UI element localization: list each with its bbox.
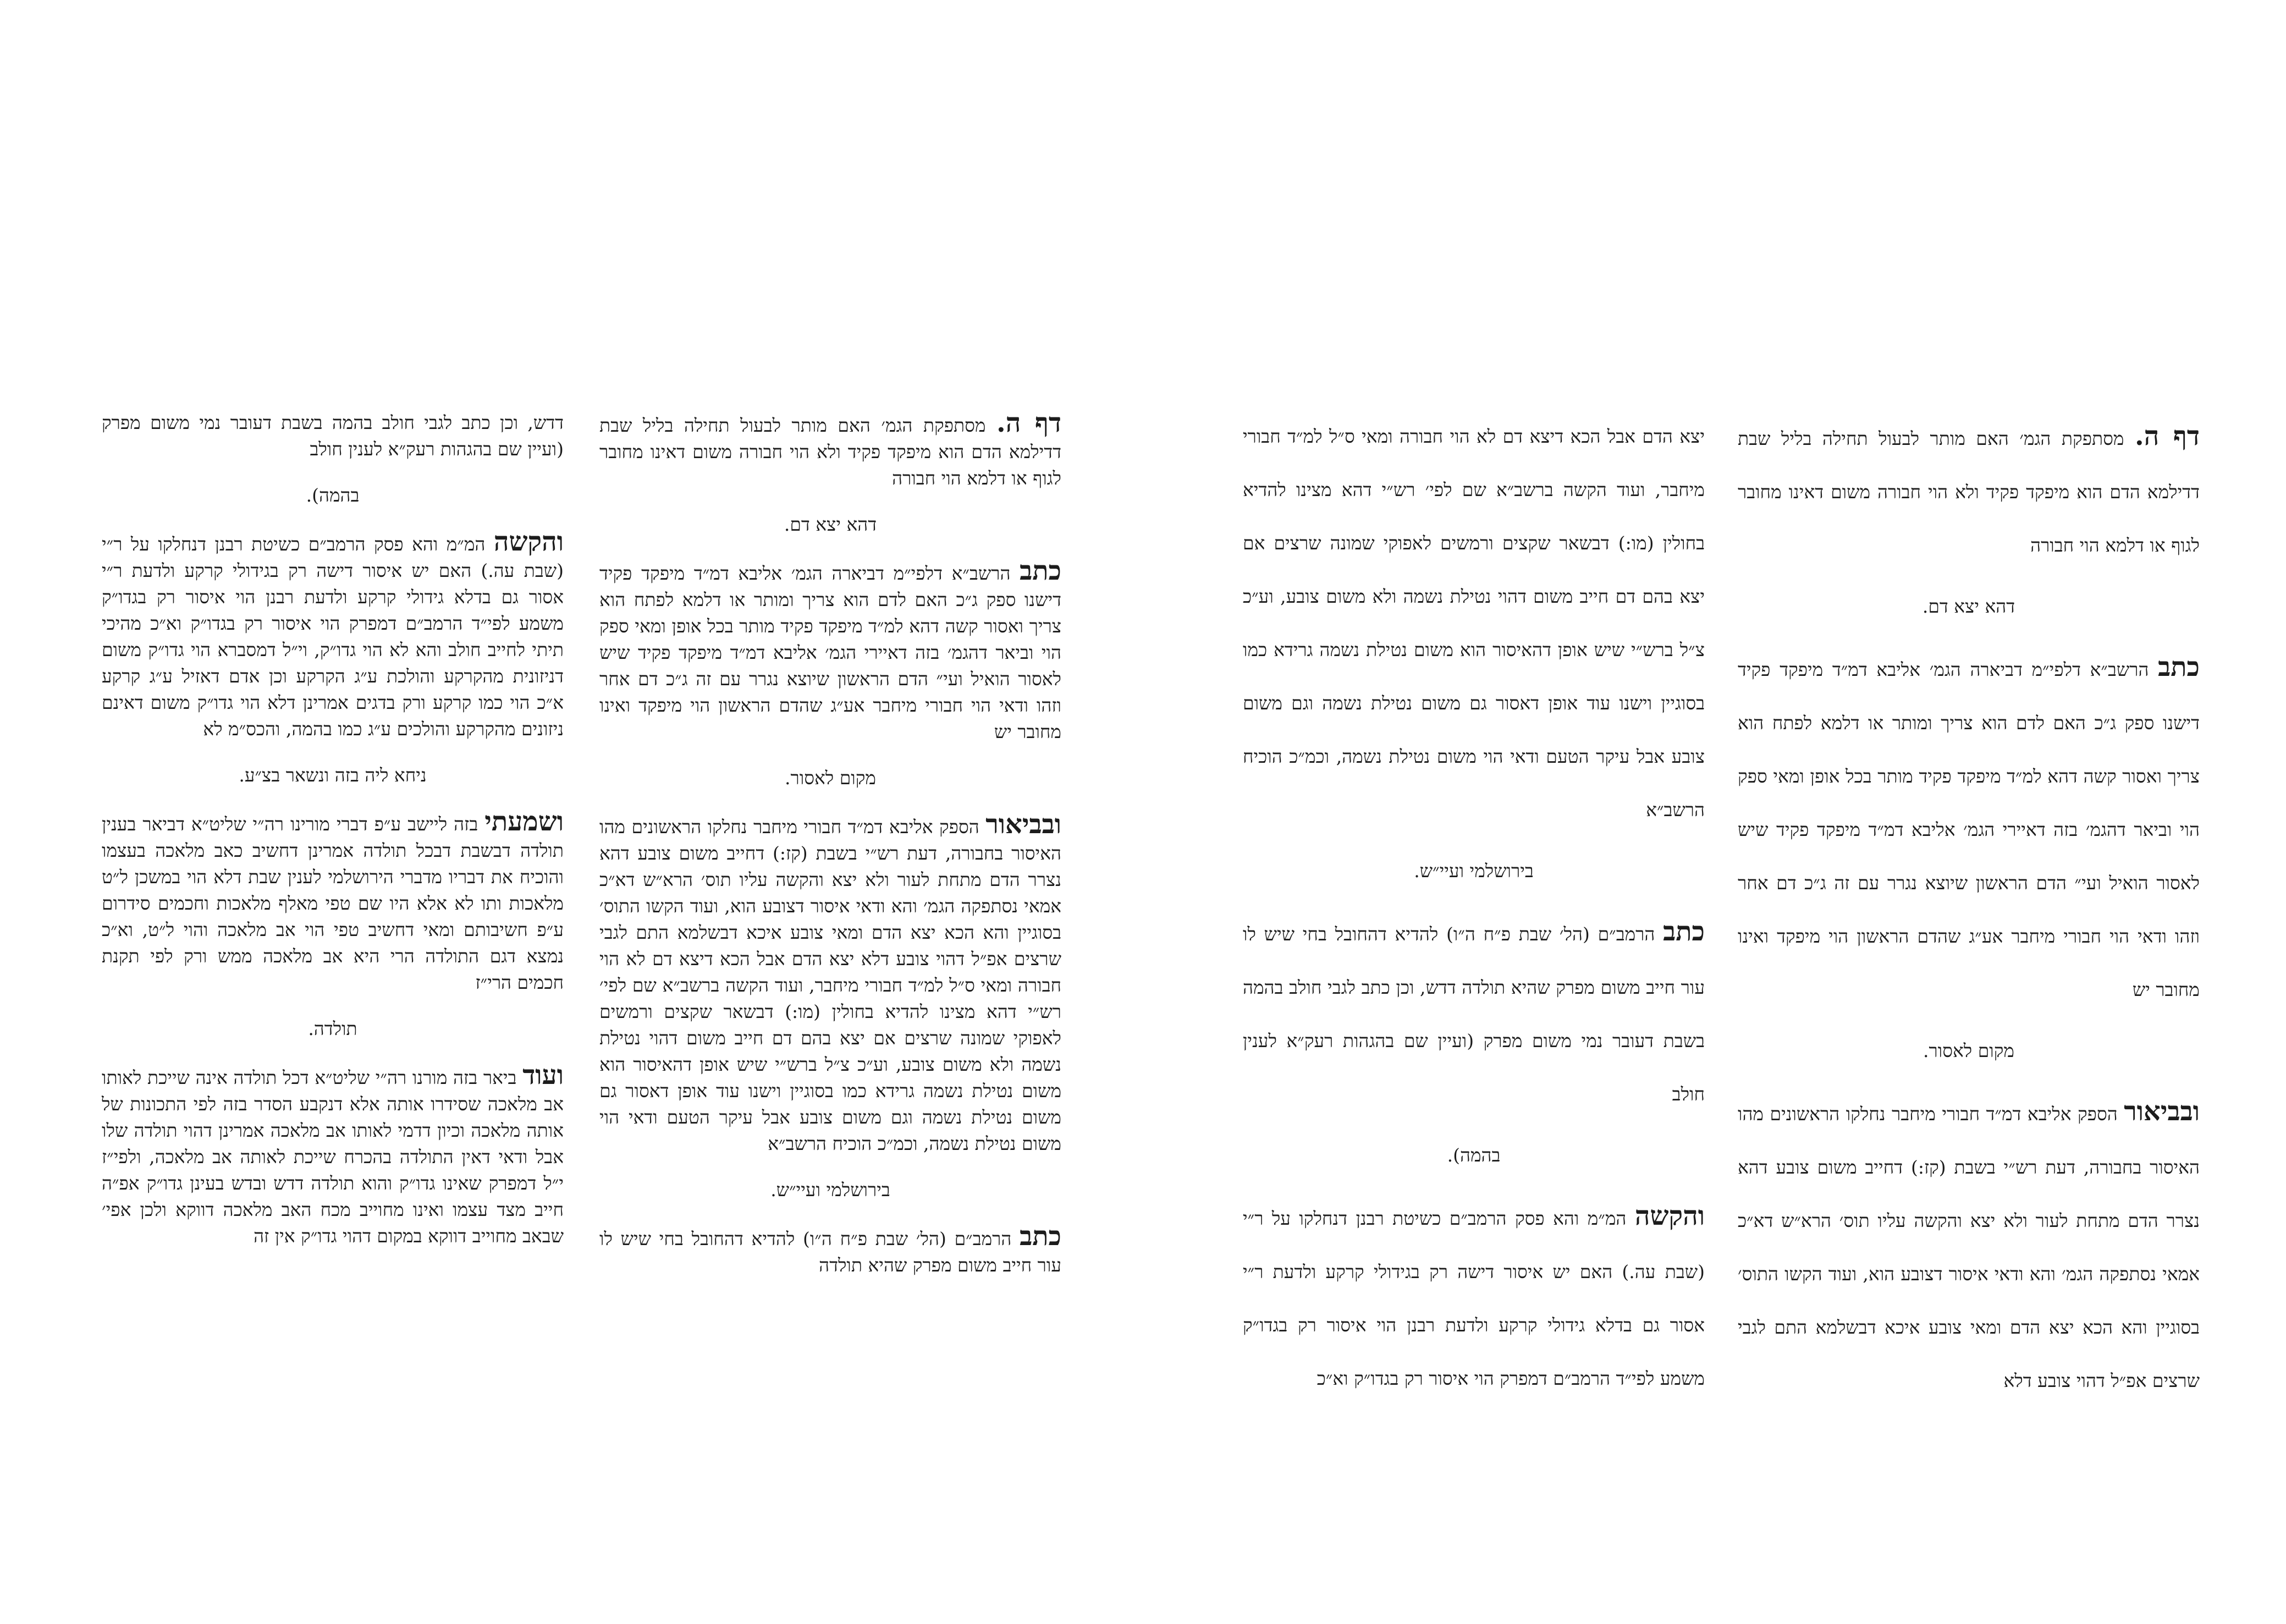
paragraph <box>1243 1190 1705 1405</box>
paragraph-text: מסתפקת הגמ׳ האם מותר לבעול תחילה בליל שבת דדילמא הדם הוא מיפקד פקיד ולא הוי חבורה משום דאינו מחובר לגוף או דלמא הוי חבורה <box>1738 428 2200 556</box>
paragraph <box>1738 410 2200 572</box>
paragraph-text: הרשב״א דלפי״מ דביארה הגמ׳ אליבא דמ״ד מיפקד פקיד דישנו ספק ג״כ האם לדם הוא צריך ומותר או דלמא לפתח הוא צריך ואסור קשה דהא למ״ד מיפקד פקיד מותר בכל אופן ומאי ספק הוי וביאר דהגמ׳ בזה דאיירי הגמ׳ אליבא דמ״ד מיפקד פקיד שיש לאסור הואיל ועי״ הדם הראשון שיוצא נגרר עם זה ג״כ דם אחר וזהו ודאי הוי חבורי מיחבר אע״ג שהדם הראשון הוי מיפקד ואינו מחובר יש <box>599 563 1061 742</box>
paragraph-text: בזה ליישב ע״פ דברי מורינו רה״י שליט״א דביאר בענין תולדה דבשבת דבכל תולדה אמרינן דחשיב כאב מלאכה בעצמו והוכיח את דבריו מדברי הירושלמי לענין שבת דלא הוי במשכן ל״ט מלאכות ותו לא אלא היו שם טפי מאלף מלאכות וחכמים סידרום ע״פ חשיבותם ומאי דחשיב טפי הוי אב מלאכה והוי ל״ט, וא״כ נמצא דגם התולדה הרי היא אב מלאכה ממש ורק לפי תקנת חכמים הרי״ז <box>102 813 564 993</box>
paragraph-tail: בהמה). <box>306 485 360 506</box>
text-column <box>1243 410 1705 1413</box>
text-column <box>599 410 1061 1298</box>
paragraph <box>599 555 1061 745</box>
paragraph <box>1243 905 1705 1121</box>
paragraph-heading: כתב <box>1663 916 1705 947</box>
paragraph-text: דדש, וכן כתב לגבי חולב בהמה בשבת דעובר נמי משום מפרק (ועיין שם בהגהות רעק״א לענין חולב <box>102 412 564 460</box>
paragraph-heading: ובביאור <box>985 809 1061 840</box>
paragraph <box>1738 641 2200 1016</box>
paragraph <box>599 1223 1061 1279</box>
paragraph-tail: דהא יצא דם. <box>784 514 877 535</box>
paragraph-text: המ״מ והא פסק הרמב״ם כשיטת רבנן דנחלקו על ר״י (שבת עה.) האם יש איסור דישה רק בגידולי קרקע ולדעת ר״י אסור גם בדלא גידולי קרקע ולדעת רבנן הוי איסור רק בגדו״ק משמע לפי״ד הרמב״ם דמפרק הוי איסור רק בגדו״ק וא״כ מהיכי תיתי לחייב חולב והא לא הוי גדו״ק, וי״ל דמסברא הוי גדו״ק משום דניזונית מהקרקע והולכת ע״ג הקרקע וכן אדם דאזיל ע״ג קרקע א״כ הוי כמו קרקע ורק בדגים אמרינן דלא הוי גדו״ק משום דאינם ניזונים מהקרקע והולכים ע״ג כמו בהמה, והכס״מ לא <box>102 533 564 740</box>
paragraph-heading: ובביאור <box>2124 1096 2200 1127</box>
paragraph-heading: והקשה <box>1634 1201 1705 1231</box>
paragraph-tail: בירושלמי ועיי״ש. <box>1414 860 1534 882</box>
paragraph-heading: ושמעתי <box>484 806 564 837</box>
paragraph <box>1243 410 1705 836</box>
paragraph-text: מסתפקת הגמ׳ האם מותר לבעול תחילה בליל שבת דדילמא הדם הוא מיפקד פקיד ולא הוי חבורה משום דאינו מחובר לגוף או דלמא הוי חבורה <box>599 415 1061 489</box>
paragraph-heading: דף ה. <box>996 408 1062 438</box>
paragraph-heading: ועוד <box>522 1060 564 1091</box>
paragraph-tail: בירושלמי ועיי״ש. <box>770 1179 890 1201</box>
paragraph-heading: כתב <box>1020 1221 1061 1252</box>
paragraph-text: המ״מ והא פסק הרמב״ם כשיטת רבנן דנחלקו על ר״י (שבת עה.) האם יש איסור דישה רק בגידולי קרקע ולדעת ר״י אסור גם בדלא גידולי קרקע ולדעת רבנן הוי איסור רק בגדו״ק משמע לפי״ד הרמב״ם דמפרק הוי איסור רק בגדו״ק וא״כ <box>1243 1208 1705 1389</box>
paragraph-heading: כתב <box>1020 555 1061 586</box>
paragraph-heading: והקשה <box>493 526 564 557</box>
paragraph-heading: דף ה. <box>2134 421 2200 452</box>
paragraph-tail: מקום לאסור. <box>1923 1040 2014 1061</box>
paragraph-text: הרשב״א דלפי״מ דביארה הגמ׳ אליבא דמ״ד מיפקד פקיד דישנו ספק ג״כ האם לדם הוא צריך ומותר או דלמא לפתח הוא צריך ואסור קשה דהא למ״ד מיפקד פקיד מותר בכל אופן ומאי ספק הוי וביאר דהגמ׳ בזה דאיירי הגמ׳ אליבא דמ״ד מיפקד פקיד שיש לאסור הואיל ועי״ הדם הראשון שיוצא נגרר עם זה ג״כ דם אחר וזהו ודאי הוי חבורי מיחבר אע״ג שהדם הראשון הוי מיפקד ואינו מחובר יש <box>1738 659 2200 1000</box>
paragraph <box>102 526 564 742</box>
paragraph-text: יצא הדם אבל הכא דיצא דם לא הוי חבורה ומאי ס״ל למ״ד חבורי מיחבר, ועוד הקשה ברשב״א שם לפי׳ רש״י דהא מצינו להדיא בחולין (מו:) דבשאר שקצים ורמשים לאפוקי שמונה שרצים אם יצא בהם דם חייב משום דהוי נטילת נשמה ולא משום צובע, וע״כ צ״ל ברש״י שיש אופן דהאיסור הוא משום נטילת נשמה גרידא כמו בסוגיין וישנו עוד אופן דאסור גם משום נטילת נשמה וגם משום צובע אבל עיקר הטעם ודאי הוי משום נטילת נשמה, וכמ״כ הוכיח הרשב״א <box>1243 426 1705 821</box>
paragraph-heading: כתב <box>2158 652 2200 682</box>
paragraph-tail: בהמה). <box>1447 1144 1501 1166</box>
paragraph <box>102 410 564 463</box>
paragraph <box>599 410 1061 492</box>
paragraph-text: ביאר בזה מורנו רה״י שליט״א דכל תולדה אינה שייכת לאותו אב מלאכה שסידרו אותה אלא דנקבע הסדר בזה לפי התכונות של אותה מלאכה וכיון דדמי לאותו אב מלאכה אמרינן דהוי תולדה שלו אבל ודאי דאין התולדה בהכרח שייכת לאותה אב מלאכה, ולפי״ז י״ל דמפרק שאינו גדו״ק והוא תולדה דדש ובדש בעינן גדו״ק אפ״ה חייב מצד עצמו ואינו מחוייב מכח האב מלאכה דווקא ולכן אפי׳ שבאב מחוייב דווקא במקום דהוי גדו״ק אין זה <box>102 1067 564 1247</box>
paragraph-tail: תולדה. <box>308 1018 357 1039</box>
paragraph-text: הרמב״ם (הל׳ שבת פ״ח ה״ו) להדיא דהחובל בחי שיש לו עור חייב משום מפרק שהיא תולדה <box>599 1228 1061 1276</box>
text-column <box>102 410 564 1269</box>
paragraph-text: הספק אליבא דמ״ד חבורי מיחבר נחלקו הראשונים מהו האיסור בחבורה, דעת רש״י בשבת (קז:) דחייב משום צובע דהא נצרר הדם מתחת לעור ולא יצא והקשה עליו תוס׳ הרא״ש דא״כ אמאי נסתפקה הגמ׳ והא ודאי איסור דצובע הוא, ועוד הקשו התוס׳ בסוגיין והא הכא יצא הדם ומאי צובע איכא דבשלמא התם לגבי שרצים אפ״ל דהוי צובע דלא <box>1738 1103 2200 1391</box>
paragraph <box>1738 1085 2200 1407</box>
paragraph-tail: ניחא ליה בזה ונשאר בצ״ע. <box>239 764 427 786</box>
paragraph-text: הרמב״ם (הל׳ שבת פ״ח ה״ו) להדיא דהחובל בחי שיש לו עור חייב משום מפרק שהיא תולדה דדש, וכן כתב לגבי חולב בהמה בשבת דעובר נמי משום מפרק (ועיין שם בהגהות רעק״א לענין חולב <box>1243 923 1705 1105</box>
text-column <box>1738 410 2200 1415</box>
paragraph-tail: דהא יצא דם. <box>1922 596 2015 617</box>
paragraph <box>599 811 1061 1157</box>
paragraph <box>102 1062 564 1249</box>
paragraph-text: הספק אליבא דמ״ד חבורי מיחבר נחלקו הראשונים מהו האיסור בחבורה, דעת רש״י בשבת (קז:) דחייב משום צובע דהא נצרר הדם מתחת לעור ולא יצא והקשה עליו תוס׳ הרא״ש דא״כ אמאי נסתפקה הגמ׳ והא ודאי איסור דצובע הוא, ועוד הקשו התוס׳ בסוגיין והא הכא יצא הדם ומאי צובע איכא דבשלמא התם לגבי שרצים אפ״ל דהוי צובע דלא יצא הדם אבל הכא דיצא דם לא הוי חבורה ומאי ס״ל למ״ד חבורי מיחבר, ועוד הקשה ברשב״א שם לפי׳ רש״י דהא מצינו להדיא בחולין (מו:) דבשאר שקצים ורמשים לאפוקי שמונה שרצים אם יצא בהם דם חייב משום דהוי נטילת נשמה ולא משום צובע, וע״כ צ״ל ברש״י שיש אופן דהאיסור הוא משום נטילת נשמה גרידא כמו בסוגיין וישנו עוד אופן דאסור גם משום נטילת נשמה וגם משום צובע אבל עיקר הטעם ודאי הוי משום נטילת נשמה, וכמ״כ הוכיח הרשב״א <box>599 816 1061 1154</box>
paragraph <box>102 808 564 996</box>
paragraph-tail: מקום לאסור. <box>785 767 876 789</box>
